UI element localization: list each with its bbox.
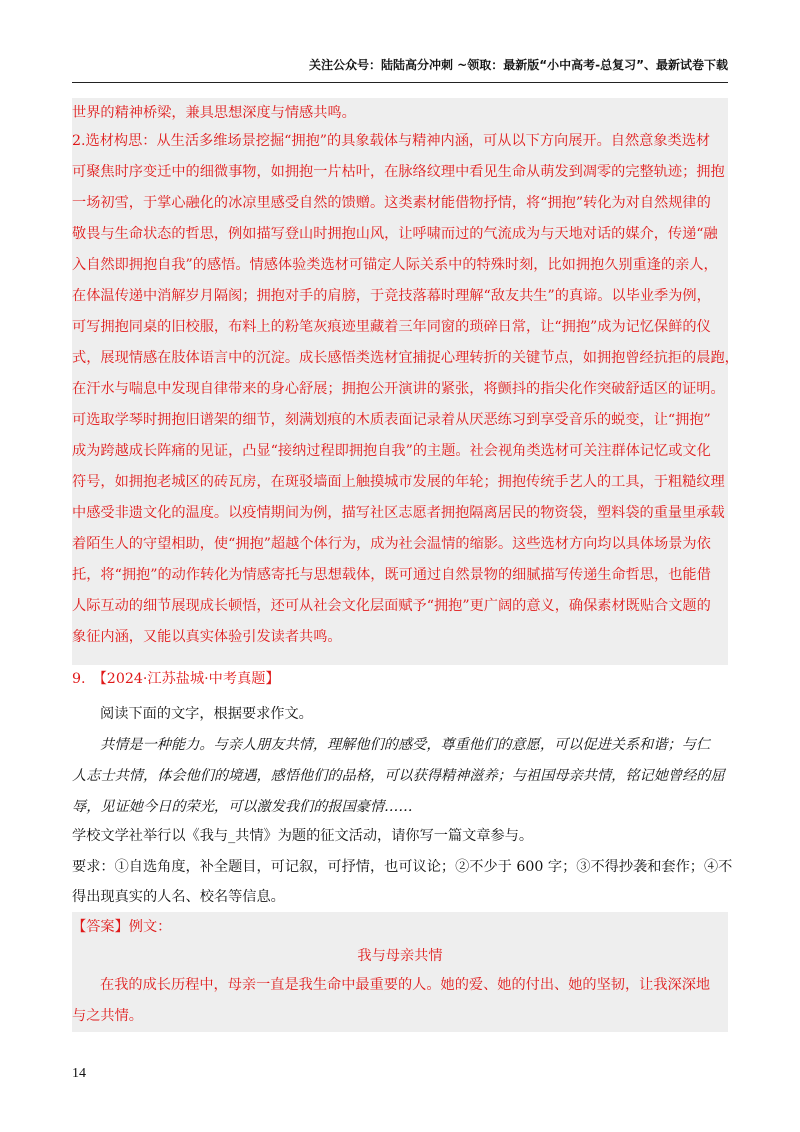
question-instruction: 阅读下面的文字，根据要求作文。 [100, 706, 313, 722]
requirements-line: 要求：①自选角度，补全题目，可记叙，可抒情，也可议论；②不少于 600 字；③不得抄袭和套作；④不 [72, 859, 733, 875]
answer-line: 2.选材构思：从生活多维场景挖掘“拥抱”的具象载体与精神内涵，可从以下方向展开。自然意象类选材 [72, 133, 711, 149]
answer-line: 式，展现情感在肢体语言中的沉淀。成长感悟类选材宜捕捉心理转折的关键节点，如拥抱曾经抗拒的晨跑， [72, 350, 739, 366]
answer-line: 敬畏与生命状态的哲思，例如描写登山时拥抱山风，让呼啸而过的气流成为与天地对话的媒介，传递“融 [72, 226, 718, 242]
answer-line: 世界的精神桥梁，兼具思想深度与情感共鸣。 [72, 105, 356, 121]
page-header: 关注公众号：陆陆高分冲刺 ~领取：最新版“小中高考-总复习”、最新试卷下载 [309, 58, 728, 72]
answer-line: 一场初雪，于掌心融化的冰凉里感受自然的馈赠。这类素材能借物抒情，将“拥抱”转化为对自然规律的 [72, 195, 711, 211]
essay-line: 在我的成长历程中，母亲一直是我生命中最重要的人。她的爱、她的付出、她的坚韧，让我深深地 [100, 977, 711, 993]
answer-line: 托，将“拥抱”的动作转化为情感寄托与思想载体，既可通过自然景物的细腻描写传递生命哲思，也能借 [72, 567, 711, 583]
answer-line: 可聚焦时序变迁中的细微事物，如拥抱一片枯叶，在脉络纹理中看见生命从萌发到凋零的完整轨迹；拥抱 [72, 164, 725, 180]
material-line: 人志士共情，体会他们的境遇，感悟他们的品格，可以获得精神滋养；与祖国母亲共情，铭记她曾经的屈 [72, 768, 725, 784]
question-number: 9. 【2024·江苏盐城·中考真题】 [72, 671, 280, 687]
page-number: 14 [72, 1066, 86, 1081]
answer-label: 【答案】例文： [72, 919, 172, 935]
material-line: 共情是一种能力。与亲人朋友共情，理解他们的感受，尊重他们的意愿，可以促进关系和谐；与仁 [100, 737, 711, 753]
essay-line: 与之共情。 [72, 1008, 143, 1024]
answer-line: 象征内涵，又能以真实体验引发读者共鸣。 [72, 629, 342, 645]
answer-line: 着陌生人的守望相助，使“拥抱”超越个体行为，成为社会温情的缩影。这些选材方向均以具体场景为依 [72, 536, 711, 552]
answer-line: 符号，如拥抱老城区的砖瓦房，在斑驳墙面上触摸城市发展的年轮；拥抱传统手艺人的工具，于粗糙纹理 [72, 474, 725, 490]
material-line: 辱，见证她今日的荣光，可以激发我们的报国豪情…… [72, 799, 413, 815]
answer-line: 可写拥抱同桌的旧校服，布料上的粉笔灰痕迹里藏着三年同窗的琐碎日常，让“拥抱”成为记忆保鲜的仪 [72, 319, 711, 335]
answer-line: 可选取学琴时拥抱旧谱架的细节，刻满划痕的木质表面记录着从厌恶练习到享受音乐的蜕变，让“拥抱” [72, 412, 711, 428]
requirements-line: 得出现真实的人名、校名等信息。 [72, 889, 285, 905]
answer-line: 中感受非遗文化的温度。以疫情期间为例，描写社区志愿者拥抱隔离居民的物资袋，塑料袋的重量里承载 [72, 505, 725, 521]
answer-line: 成为跨越成长阵痛的见证，凸显“接纳过程即拥抱自我”的主题。社会视角类选材可关注群体记忆或文化 [72, 443, 711, 459]
essay-title: 我与母亲共情 [357, 948, 443, 964]
answer-line: 人际互动的细节展现成长顿悟，还可从社会文化层面赋予“拥抱”更广阔的意义，确保素材既贴合文题的 [72, 598, 711, 614]
header-rule [72, 82, 728, 83]
answer-line: 入自然即拥抱自我”的感悟。情感体验类选材可锚定人际关系中的特殊时刻，比如拥抱久别重逢的亲人， [72, 257, 718, 273]
question-task: 学校文学社举行以《我与_共情》为题的征文活动，请你写一篇文章参与。 [72, 828, 534, 844]
answer-line: 在体温传递中消解岁月隔阂；拥抱对手的肩膀，于竞技落幕时理解“敌友共生”的真谛。以毕业季为例， [72, 288, 711, 304]
answer-line: 在汗水与喘息中发现自律带来的身心舒展；拥抱公开演讲的紧张，将颤抖的指尖化作突破舒适区的证明。 [72, 381, 725, 397]
